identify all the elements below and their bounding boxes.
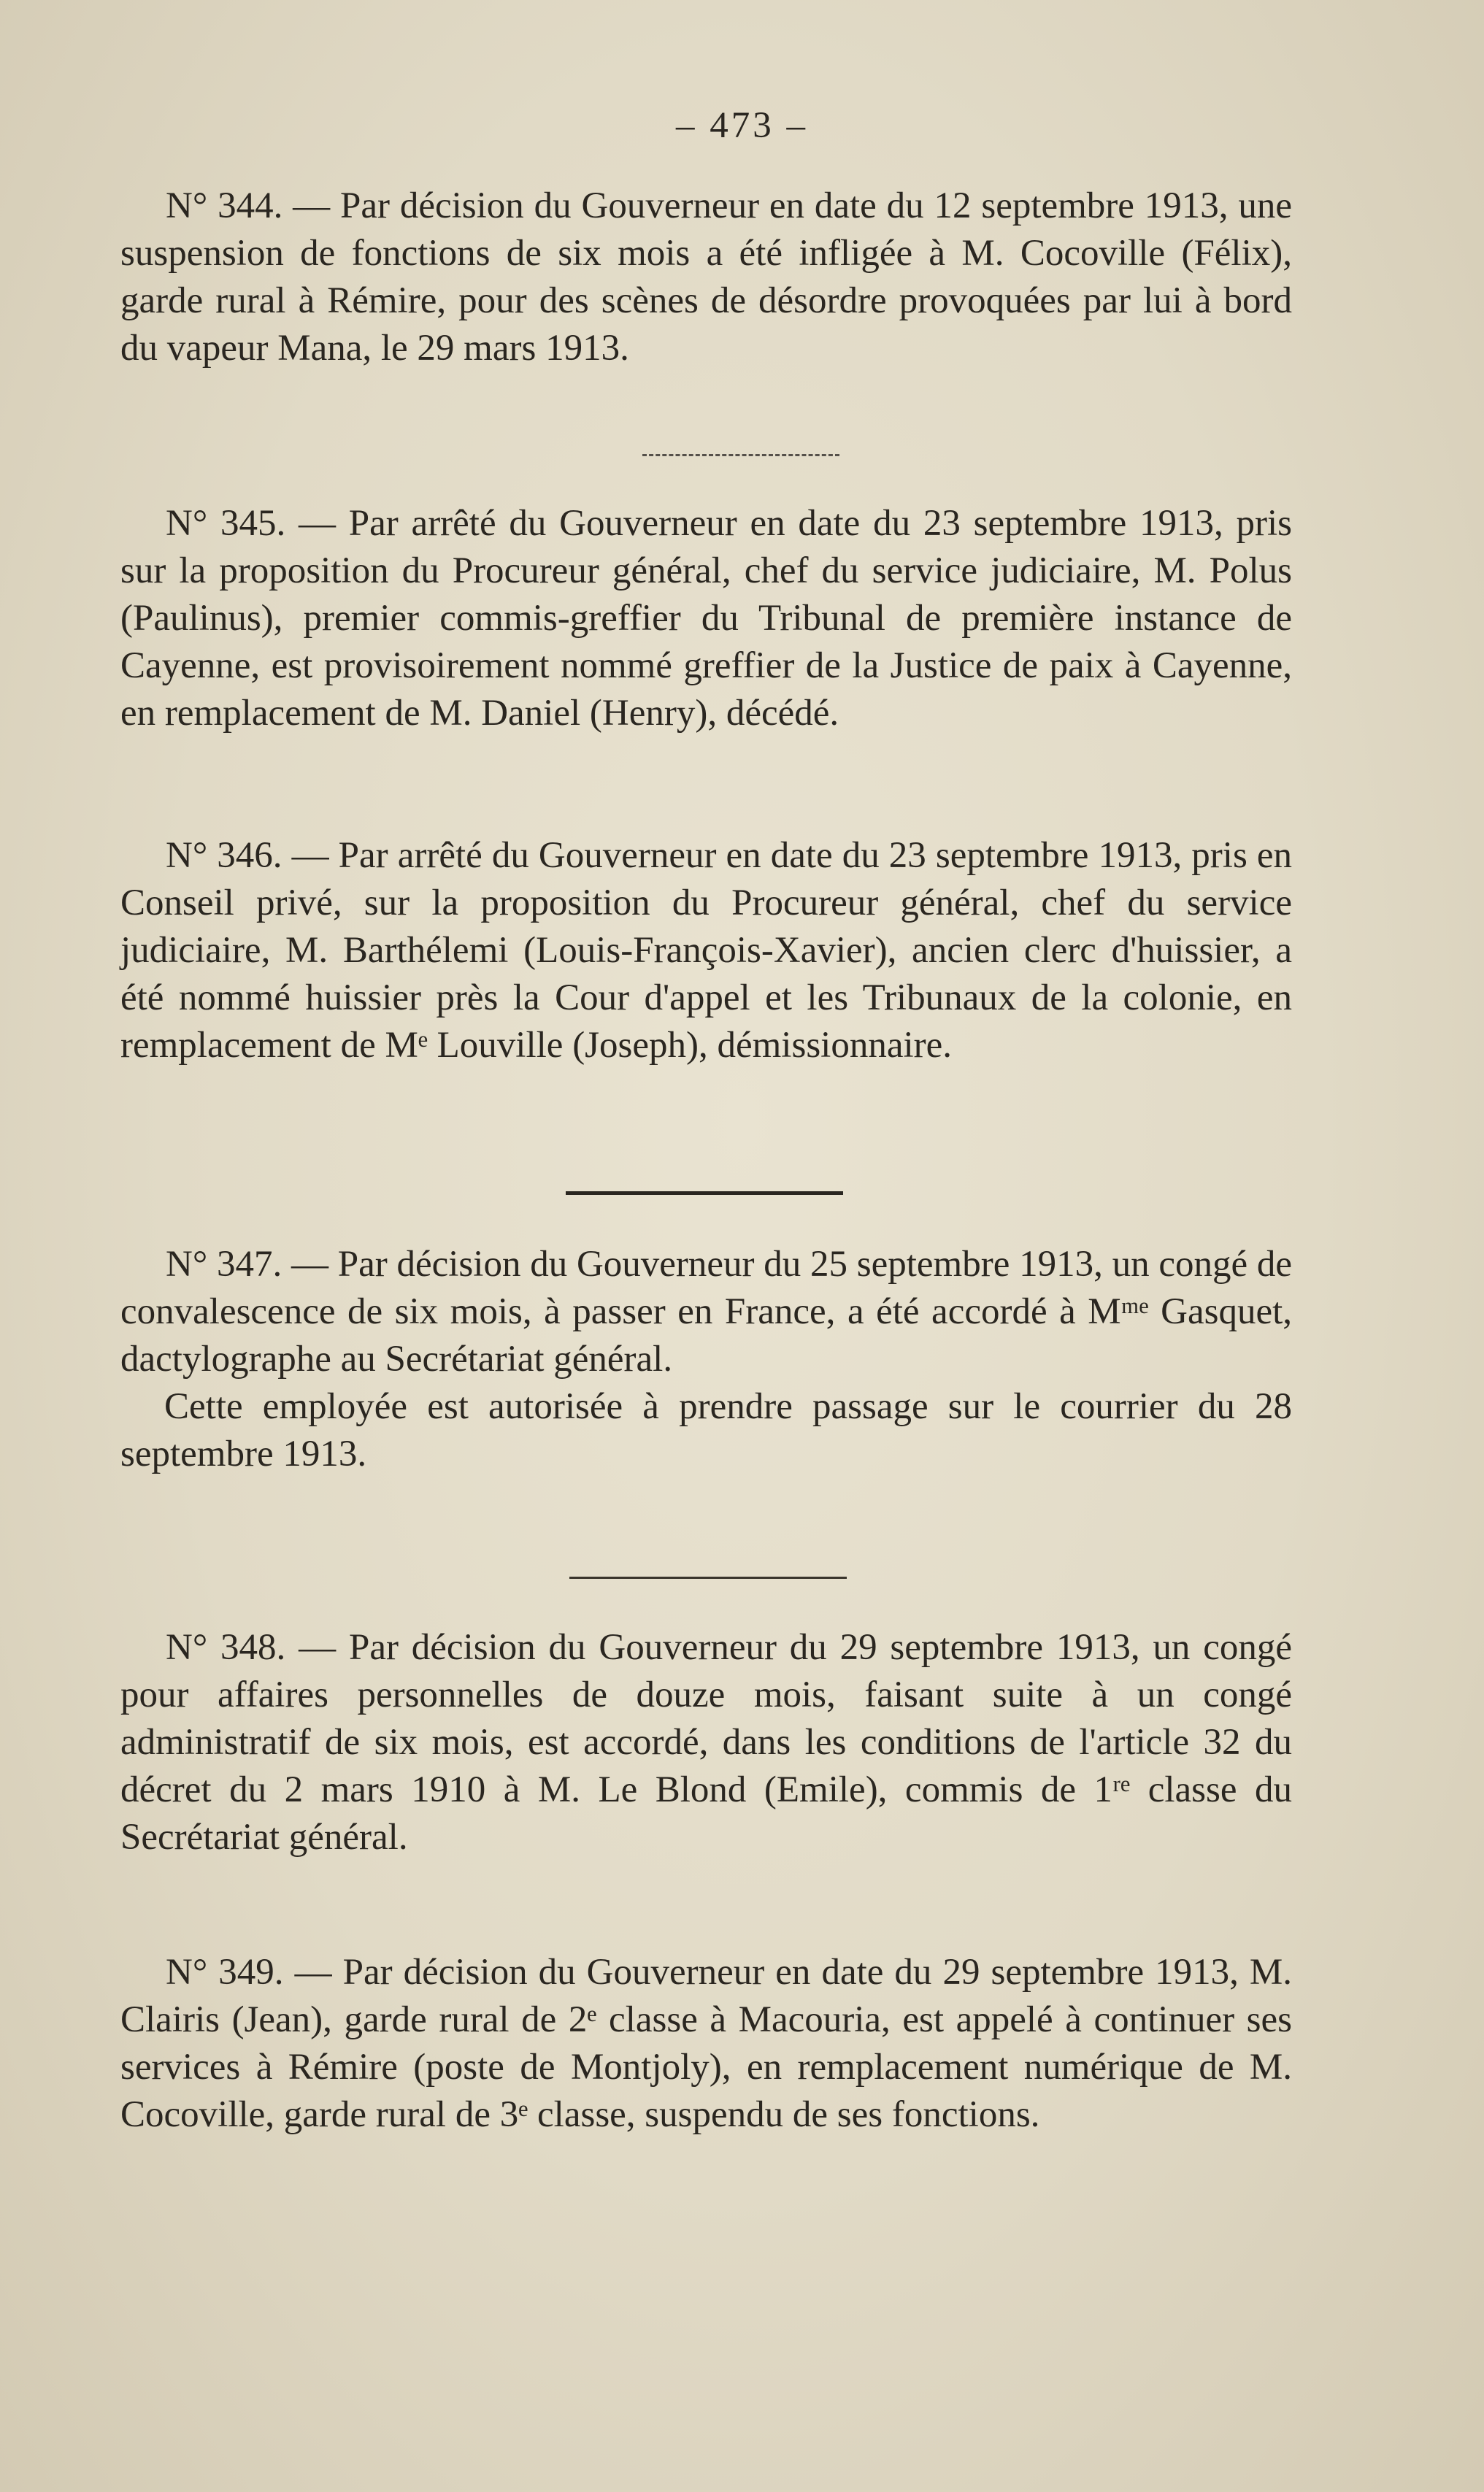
- entry-number: N° 348.: [166, 1627, 286, 1668]
- entry-number: N° 347.: [166, 1244, 282, 1285]
- entry-paragraph: [120, 832, 1292, 1069]
- entry-paragraph: [120, 1241, 1292, 1383]
- entry-345: [120, 500, 1292, 737]
- entry-number: N° 349.: [166, 1952, 284, 1993]
- entry-text: — Par décision du Gouverneur du 25 septembre 1913, un congé de convalescence de six mois, à passer en France, a été accordé à Mᵐᵉ Gasquet, dactylographe au Secrétariat général.: [120, 1244, 1293, 1380]
- entry-paragraph: Cette employée est autorisée à prendre passage sur le courrier du 28 septembre 1913.: [120, 1386, 1292, 1474]
- entry-number: N° 346.: [166, 835, 282, 876]
- entry-paragraph: [120, 1949, 1292, 2139]
- entry-344: [120, 182, 1292, 372]
- entry-paragraph: [120, 500, 1292, 737]
- entry-paragraph: [120, 1624, 1292, 1861]
- entry-348: [120, 1624, 1292, 1861]
- entry-text: — Par décision du Gouverneur en date du 12 septembre 1913, une suspension de fonctions de six mois a été infligée à M. Cocoville (Félix), garde rural à Rémire, pour des scènes de désordre provoquées par lui à bord du vapeur Mana, le 29 mars 1913.: [120, 185, 1292, 369]
- entry-text: — Par décision du Gouverneur du 29 septembre 1913, un congé pour affaires personnelles de douze mois, faisant suite à un congé administratif de six mois, est accordé, dans les conditions de l'article 32 du décret du 2 mars 1910 à M. Le Blond (Emile), commis de 1ʳᵉ classe du Secrétariat général.: [120, 1627, 1292, 1858]
- entry-paragraph: [120, 182, 1292, 372]
- entry-349: [120, 1949, 1292, 2139]
- entry-346: [120, 832, 1292, 1069]
- entry-text: — Par décision du Gouverneur en date du 29 septembre 1913, M. Clairis (Jean), garde rural de 2ᵉ classe à Macouria, est appelé à continuer ses services à Rémire (poste de Montjoly), en remplacement numérique de M. Cocoville, garde rural de 3ᵉ classe, suspendu de ses fonctions.: [120, 1952, 1293, 2135]
- separator: [642, 454, 839, 456]
- page-number: – 473 –: [676, 105, 808, 146]
- separator: [566, 1191, 843, 1195]
- entry-text: — Par arrêté du Gouverneur en date du 23 septembre 1913, pris sur la proposition du Procureur général, chef du service judiciaire, M. Polus (Paulinus), premier commis-greffier du Tribunal de première instance de Cayenne, est provisoirement nommé greffier de la Justice de paix à Cayenne, en remplacement de M. Daniel (Henry), décédé.: [120, 503, 1292, 734]
- entry-text: — Par arrêté du Gouverneur en date du 23 septembre 1913, pris en Conseil privé, sur la proposition du Procureur général, chef du service judiciaire, M. Barthélemi (Louis-François-Xavier), ancien clerc d'huissier, a été nommé huissier près la Cour d'appel et les Tribunaux de la colonie, en remplacement de Mᵉ Louville (Joseph), démissionnaire.: [120, 835, 1292, 1066]
- entry-347: [120, 1241, 1292, 1478]
- entry-number: N° 345.: [166, 503, 286, 544]
- separator: [569, 1577, 847, 1579]
- entry-number: N° 344.: [166, 185, 283, 226]
